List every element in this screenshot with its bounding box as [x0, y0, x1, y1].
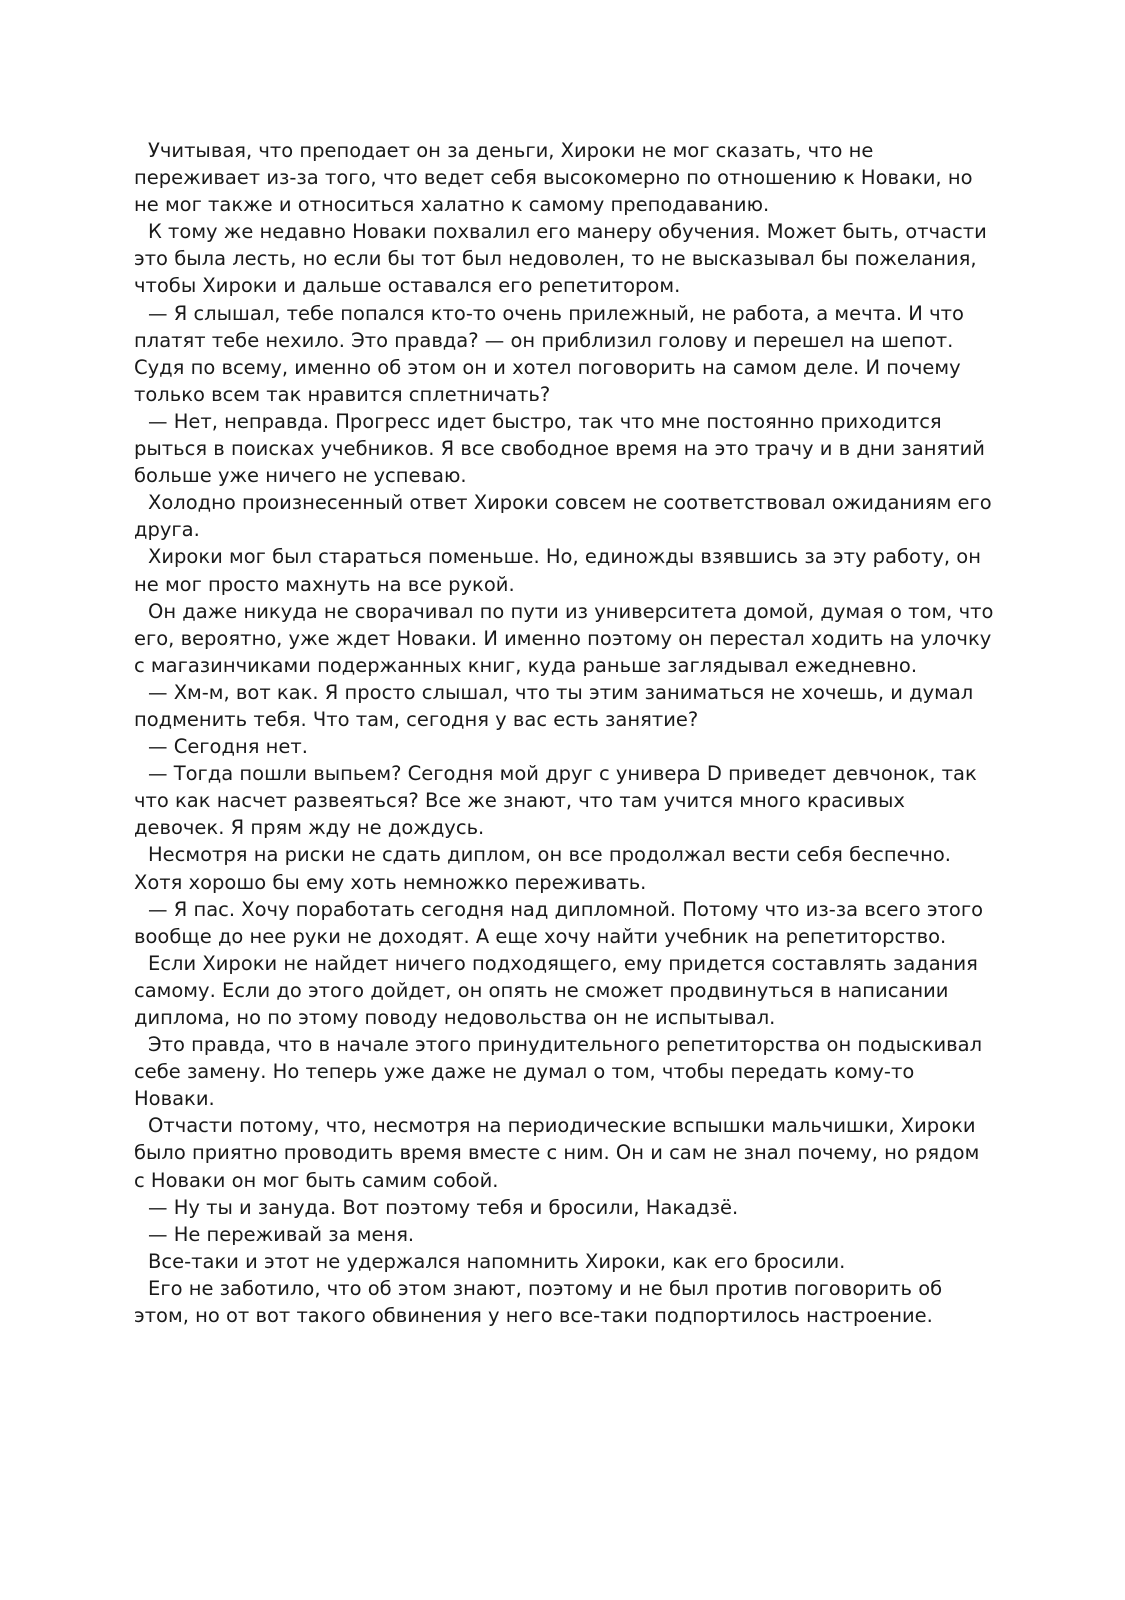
paragraph: — Не переживай за меня.: [148, 1222, 415, 1246]
paragraph: Несмотря на риски не сдать диплом, он все продолжал вести себя беспечно. Хотя хорошо бы ему хоть немножко переживать.: [134, 843, 951, 894]
paragraph: Он даже никуда не сворачивал по пути из университета домой, думая о том, что его, вероятно, уже ждет Новаки. И именно поэтому он перестал ходить на улочку с магазинчиками подержанных книг, куда раньше заглядывал ежедневно.: [134, 599, 994, 677]
paragraph: Холодно произнесенный ответ Хироки совсем не соответствовал ожиданиям его друга.: [134, 491, 992, 542]
paragraph: Учитывая, что преподает он за деньги, Хироки не мог сказать, что не переживает из-за того, что ведет себя высокомерно по отношению к Новаки, но не мог также и относиться халатно к самому преподаванию.: [134, 139, 973, 217]
paragraph: К тому же недавно Новаки похвалил его манеру обучения. Может быть, отчасти это была лесть, но если бы тот был недоволен, то не высказывал бы пожелания, чтобы Хироки и дальше оставался его репетитором.: [134, 220, 987, 298]
paragraph: Если Хироки не найдет ничего подходящего, ему придется составлять задания самому. Если до этого дойдет, он опять не сможет продвинуться в написании диплома, но по этому поводу недовольства он не испытывал.: [134, 951, 978, 1029]
paragraph: — Нет, неправда. Прогресс идет быстро, так что мне постоянно приходится рыться в поисках учебников. Я все свободное время на это трачу и в дни занятий больше уже ничего не успеваю.: [134, 409, 985, 488]
paragraph: — Ну ты и зануда. Вот поэтому тебя и бросили, Накадзё.: [148, 1195, 739, 1219]
paragraph: Отчасти потому, что, несмотря на периодические вспышки мальчишки, Хироки было приятно проводить время вместе с ним. Он и сам не знал почему, но рядом с Новаки он мог быть самим собой.: [134, 1114, 980, 1192]
paragraph: Все-таки и этот не удержался напомнить Хироки, как его бросили.: [148, 1249, 846, 1273]
paragraph: — Тогда пошли выпьем? Сегодня мой друг с универа D приведет девчонок, так что как насчет развеяться? Все же знают, что там учится много красивых девочек. Я прям жду не дождусь.: [134, 762, 977, 840]
paragraph: — Я слышал, тебе попался кто-то очень прилежный, не работа, а мечта. И что платят тебе нехило. Это правда? — он приблизил голову и перешел на шепот. Судя по всему, именно об этом он и хотел поговорить на самом деле. И почему только всем так нравится сплетничать?: [134, 301, 964, 406]
paragraph: — Сегодня нет.: [148, 735, 308, 759]
paragraph: — Хм-м, вот как. Я просто слышал, что ты этим заниматься не хочешь, и думал подменить тебя. Что там, сегодня у вас есть занятие?: [134, 680, 974, 731]
paragraph: — Я пас. Хочу поработать сегодня над дипломной. Потому что из-за всего этого вообще до нее руки не доходят. А еще хочу найти учебник на репетиторство.: [134, 897, 984, 948]
paragraph: Его не заботило, что об этом знают, поэтому и не был против поговорить об этом, но от вот такого обвинения у него все-таки подпортилось настроение.: [134, 1276, 943, 1328]
paragraph: Хироки мог был стараться поменьше. Но, единожды взявшись за эту работу, он не мог просто махнуть на все рукой.: [134, 545, 981, 596]
paragraph: Это правда, что в начале этого принудительного репетиторства он подыскивал себе замену. Но теперь уже даже не думал о том, чтобы передать кому-то Новаки.: [134, 1033, 983, 1111]
document-page: [134, 137, 994, 1329]
